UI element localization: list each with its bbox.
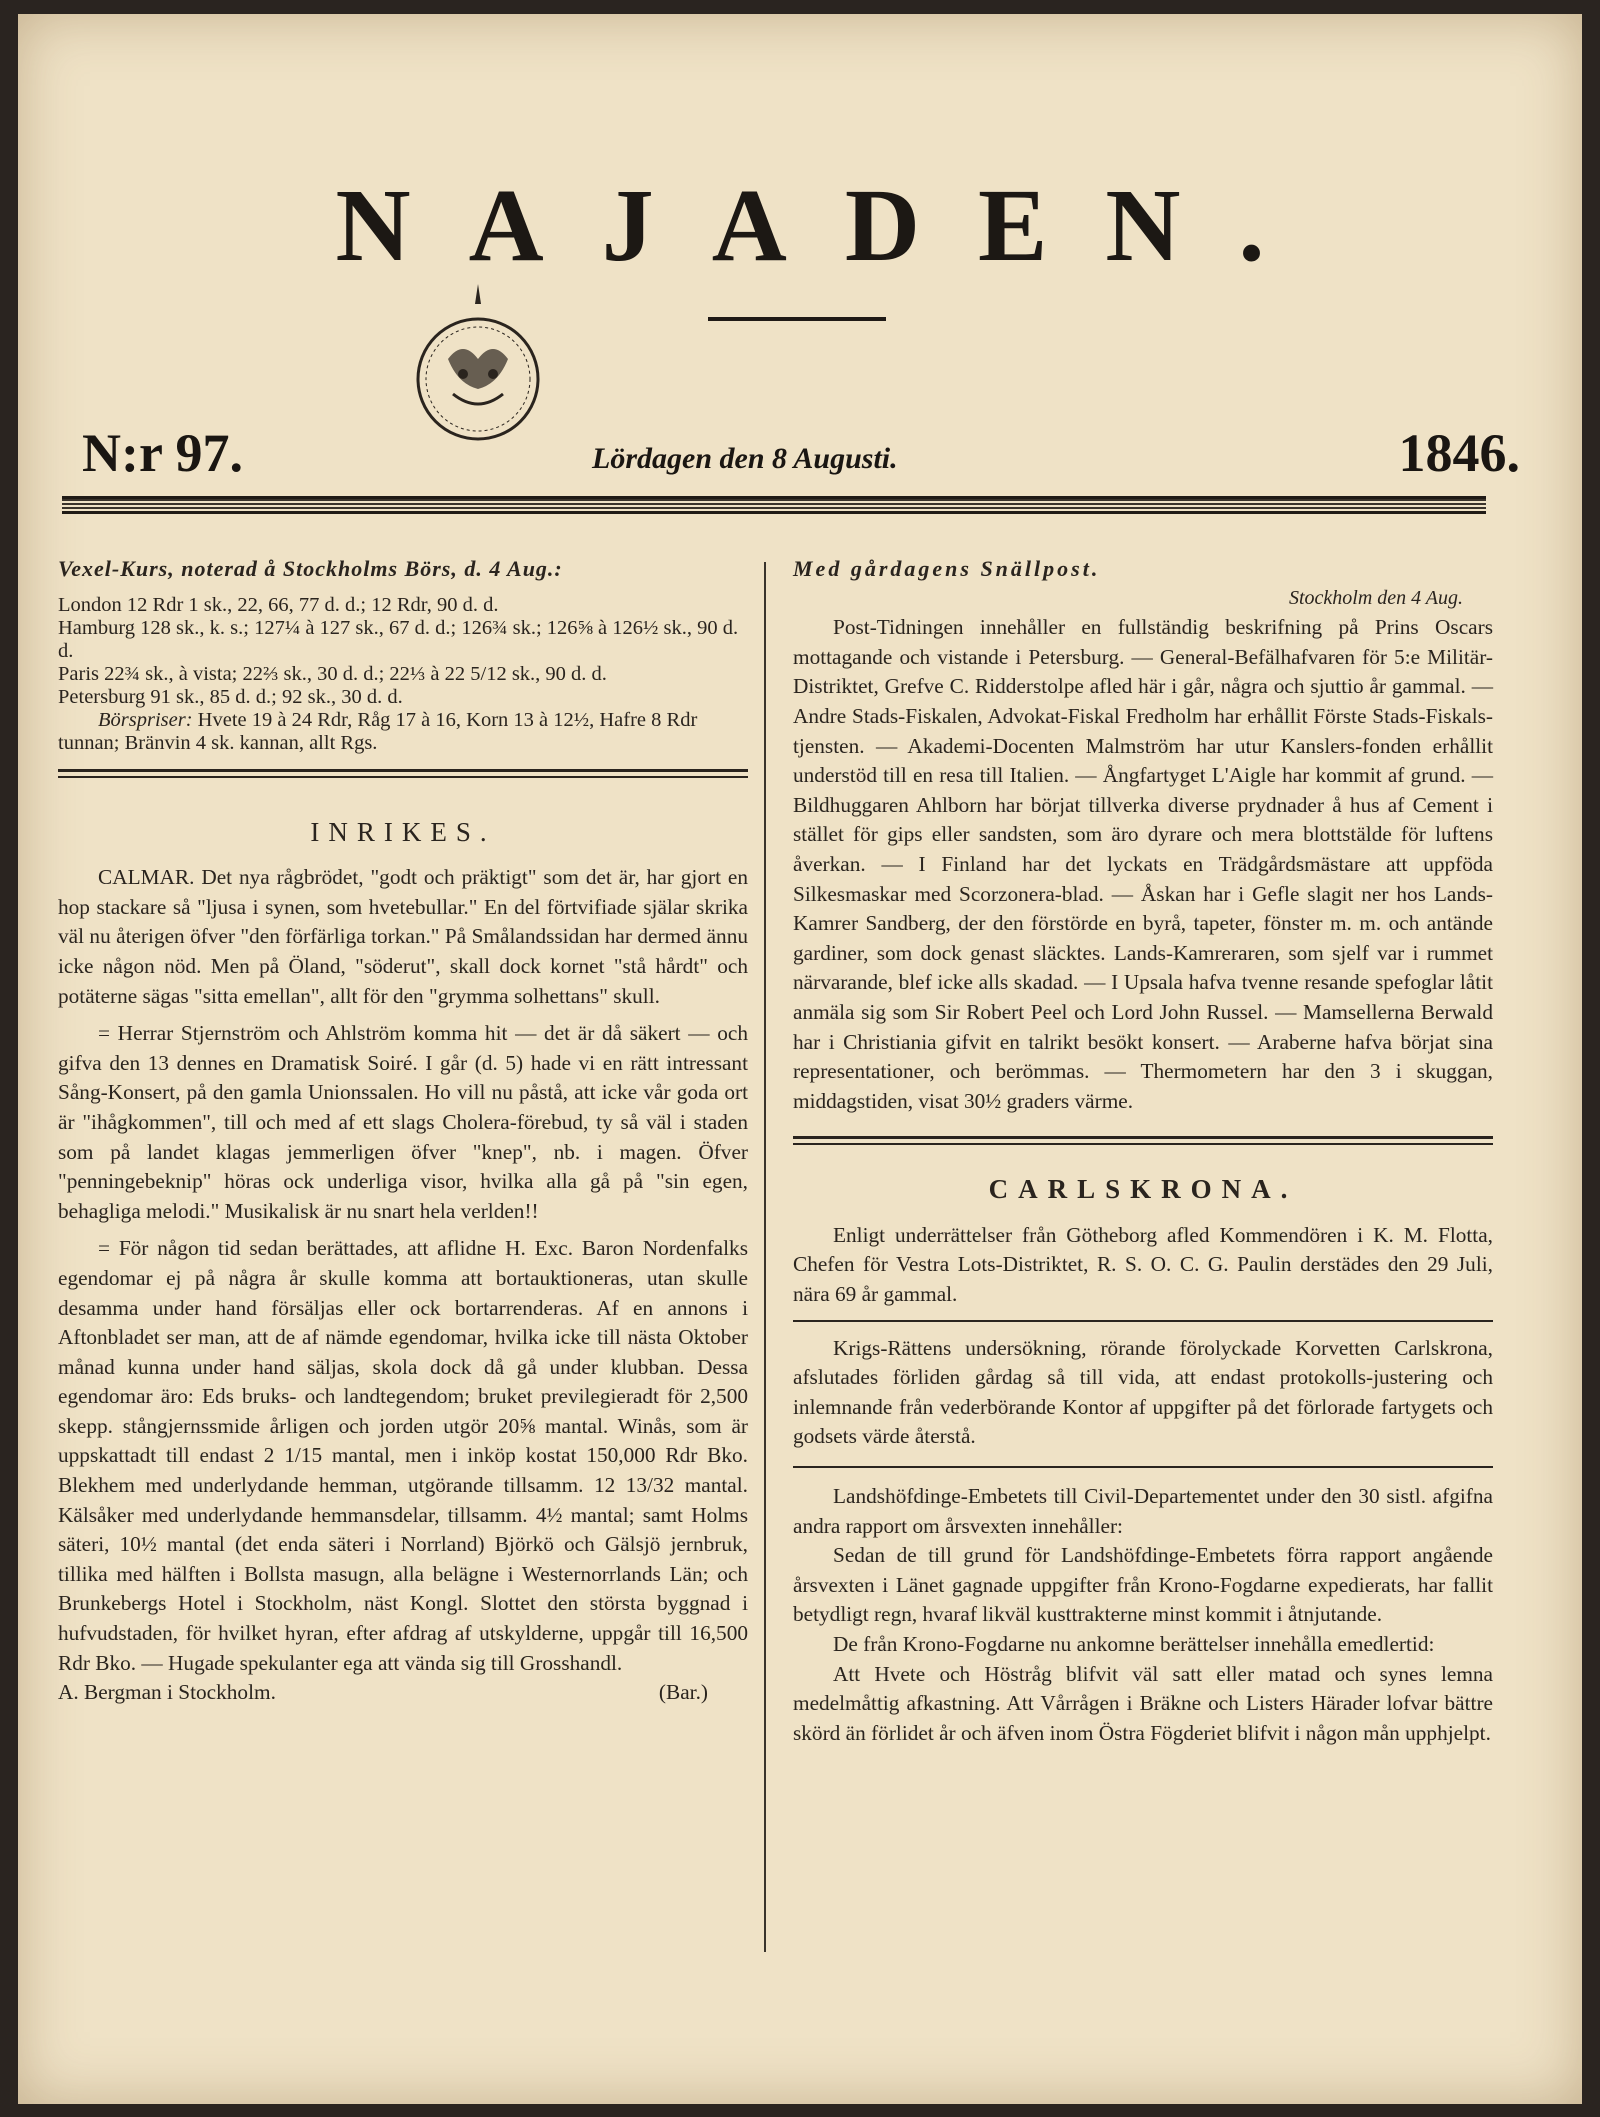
exchange-line: Petersburg 91 sk., 85 d. d.; 92 sk., 30 d. d. — [58, 685, 403, 708]
mail-news: Post-Tidningen innehåller en fullständig beskrifning på Prins Oscars mottagande och vistande i Petersburg. — General-Befälhafvaren för 5:e Militär-Distriktet, Grefve C. Ridderstolpe afled här i går, några och sjuttio år gammal. — Andre Stads-Fiskalen, Advokat-Fiskal Fredholm har erhållit Förste Stads-Fiskals-tjensten. — Akademi-Docenten Malmström har utur Kanslers-fonden erhållit understöd till en resa till Italien. — Ångfartyget L'Aigle har kommit af grund. — Bildhuggaren Ahlborn har börjat tillverka diverse prydnader å hus af Cement i stället för gips eller sandsten, som äro dyrare och mera blottstälde för luftens åverkan. — I Finland har det lyckats en Trädgårdsmästare att uppföda Silkesmaskar med Scorzonera-blad. — Åskan har i Gefle slagit ner hos Lands-Kamrer Sandberg, der den förstörde en byrå, tapeter, fönster m. m. och antände gardiner, som dock genast släcktes. Lands-Kamreraren, som sjelf var i rummet närvarande, blef icke alls skadad. — I Upsala hafva tvenne resande spefoglar låtit anmäla sig som Sir Robert Peel och Lord John Russel. — Mamsellerna Berwald har i Christiania gifvit en talrikt besökt konsert. — Araberne hafva börjat sina representationer, och berömmas. — Thermometern har den 3 i skuggan, middagstiden, visat 30½ graders värme. — [793, 615, 1493, 1113]
divider-rule — [793, 1466, 1493, 1468]
divider-rule — [793, 1320, 1493, 1322]
dateline: Stockholm den 4 Aug. — [1288, 586, 1463, 609]
carlskrona-paragraph: De från Krono-Fogdarne nu ankomne berättelser innehålla emedlertid: — [833, 1632, 1435, 1656]
issue-date: Lördagen den 8 Augusti. — [592, 442, 898, 475]
exchange-line: London 12 Rdr 1 sk., 22, 66, 77 d. d.; 12 Rdr, 90 d. d. — [58, 593, 499, 616]
mail-heading: Med gårdagens Snällpost. — [793, 556, 1101, 581]
article-source: (Bar.) — [658, 1680, 708, 1705]
issue-line — [82, 423, 1520, 486]
newspaper-page — [18, 14, 1582, 2104]
issue-year: 1846. — [1398, 423, 1520, 483]
masthead-rule — [62, 496, 1486, 514]
bourse-prices: Börspriser: Hvete 19 à 24 Rdr, Råg 17 à 16, Korn 13 à 12½, Hafre 8 Rdr tunnan; Bränvin 4 sk. kannan, allt Rgs. — [58, 708, 698, 754]
section-heading-carlskrona: CARLSKRONA. — [988, 1174, 1298, 1205]
carlskrona-paragraph: Landshöfdinge-Embetets till Civil-Departementet under den 30 sistl. afgifna andra rapport om årsvexten innehåller: — [793, 1484, 1493, 1538]
exchange-line: Hamburg 128 sk., k. s.; 127¼ à 127 sk., 67 d. d.; 126¾ sk.; 126⅝ à 126½ sk., 90 d. d. — [58, 616, 739, 662]
carlskrona-paragraph: Att Hvete och Höstråg blifvit väl satt eller matad och synes lemna medelmåttig afkastning. Att Vårrågen i Bräkne och Listers Härader lofvar bättre skörd än förlidet år och äfven inom Östra Fögderiet blifvit i någon mån upphjelpt. — [793, 1661, 1493, 1745]
column-divider — [764, 562, 766, 1952]
closing-line: A. Bergman i Stockholm. — [58, 1680, 276, 1705]
article-signature — [58, 1678, 748, 1708]
title-rule — [708, 317, 886, 321]
issue-number: N:r 97. — [82, 423, 243, 483]
masthead-title: NAJADEN. — [335, 168, 1323, 283]
carlskrona-paragraph: Enligt underrättelser från Götheborg afled Kommendören i K. M. Flotta, Chefen för Vestra Lots-Distriktet, R. S. O. C. G. Paulin derstädes den 29 Juli, nära 69 år gammal. — [793, 1222, 1493, 1307]
exchange-line: Paris 22¾ sk., à vista; 22⅔ sk., 30 d. d.; 22⅓ à 22 5/12 sk., 90 d. d. — [58, 662, 607, 685]
exchange-heading: Vexel-Kurs, noterad å Stockholms Börs, d. 4 Aug.: — [58, 556, 563, 581]
section-rule — [58, 769, 748, 778]
article-paragraph: = Herrar Stjernström och Ahlström komma hit — det är då säkert — och gifva den 13 dennes en Dramatisk Soiré. I går (d. 5) hade vi en rätt intressant Sång-Konsert, på den gamla Unionssalen. Ho vill nu påstå, att icke vår goda ort är "ihågkommen", till och med af ett slags Cholera-förebud, ty så väl i staden som på landet klagas jemmerligen öfver "knep", nb. i magen. Öfver "penningebeknip" höras ock underliga visor, hvilka alla gå på "sin egen, behagliga melodi." Musikalisk är nu snart hela verlden!! — [58, 1021, 748, 1223]
section-heading-inrikes: INRIKES. — [310, 816, 496, 847]
carlskrona-paragraph: Sedan de till grund för Landshöfdinge-Embetets förra rapport angående årsvexten i Länet gagnade uppgifter från Krono-Fogdarne expedierats, har fallit betydligt regn, hvaraf likväl kusttrakterne minst kommit i åtnjutande. — [793, 1543, 1493, 1627]
article-paragraph: CALMAR. Det nya rågbrödet, "godt och präktigt" som det är, har gjort en hop stackare så "ljusa i synen, som hvetebullar." En del förtvifiade själar skrika väl nu återigen öfver "den förfärliga torkan." På Smålandssidan har dermed ännu icke någon nöd. Men på Öland, "söderut", skall dock kornet "stå hårdt" och potäterne sägas "sitta emellan", allt för den "grymma solhettans" skull. — [58, 865, 748, 1008]
article-paragraph: = För någon tid sedan berättades, att aflidne H. Exc. Baron Nordenfalks egendomar ej på några år skulle komma att bortauktioneras, utan skulle desamma under hand försäljas eller ock bortarrenderas. Af en annons i Aftonbladet ser man, att de af nämde egendomar, hvilka icke till nästa Oktober månad kunna under hand säljas, skola dock då gå under klubban. Dessa egendomar äro: Eds bruks- och landtegendom; bruket previlegieradt för 2,500 skepp. stångjernssmide årligen och jorden utgör 20⅝ mantal. Winås, som är uppskattadt till endast 2 1/15 mantal, men i inköp kostat 150,000 Rdr Bko. Blekhem med underlydande hemman, utgörande tillsamm. 12 13/32 mantal. Kälsåker med underlydande hemmansdelar, tillsamm. 4½ mantal; samt Holms säteri, 10½ mantal (det enda säteri i Norrland) Björkö och Gälsjö jernbruk, tillika med hälften i Bollsta masugn, alla belägne i Westernorrlands Län; och Brunkebergs Hotel i Stockholm, näst Kongl. Slottet den största byggnad i hufvudstaden, för hvilket hyran, efter afdrag af utskylderne, uppgår till 16,500 Rdr Bko. — Hugade spekulanter ega att vända sig till Grosshandl. — [58, 1236, 748, 1675]
carlskrona-paragraph: Krigs-Rättens undersökning, rörande förolyckade Korvetten Carlskrona, afslutades förliden gårdag så till vida, att endast protokolls-justering och inlemnande från vederbörande Kontor af uppgifter på det förlorade fartygets och godsets värde återstå. — [793, 1335, 1493, 1449]
exchange-rates — [58, 594, 748, 755]
section-rule — [793, 1136, 1493, 1145]
left-column — [58, 554, 748, 1708]
right-column — [793, 554, 1493, 1748]
